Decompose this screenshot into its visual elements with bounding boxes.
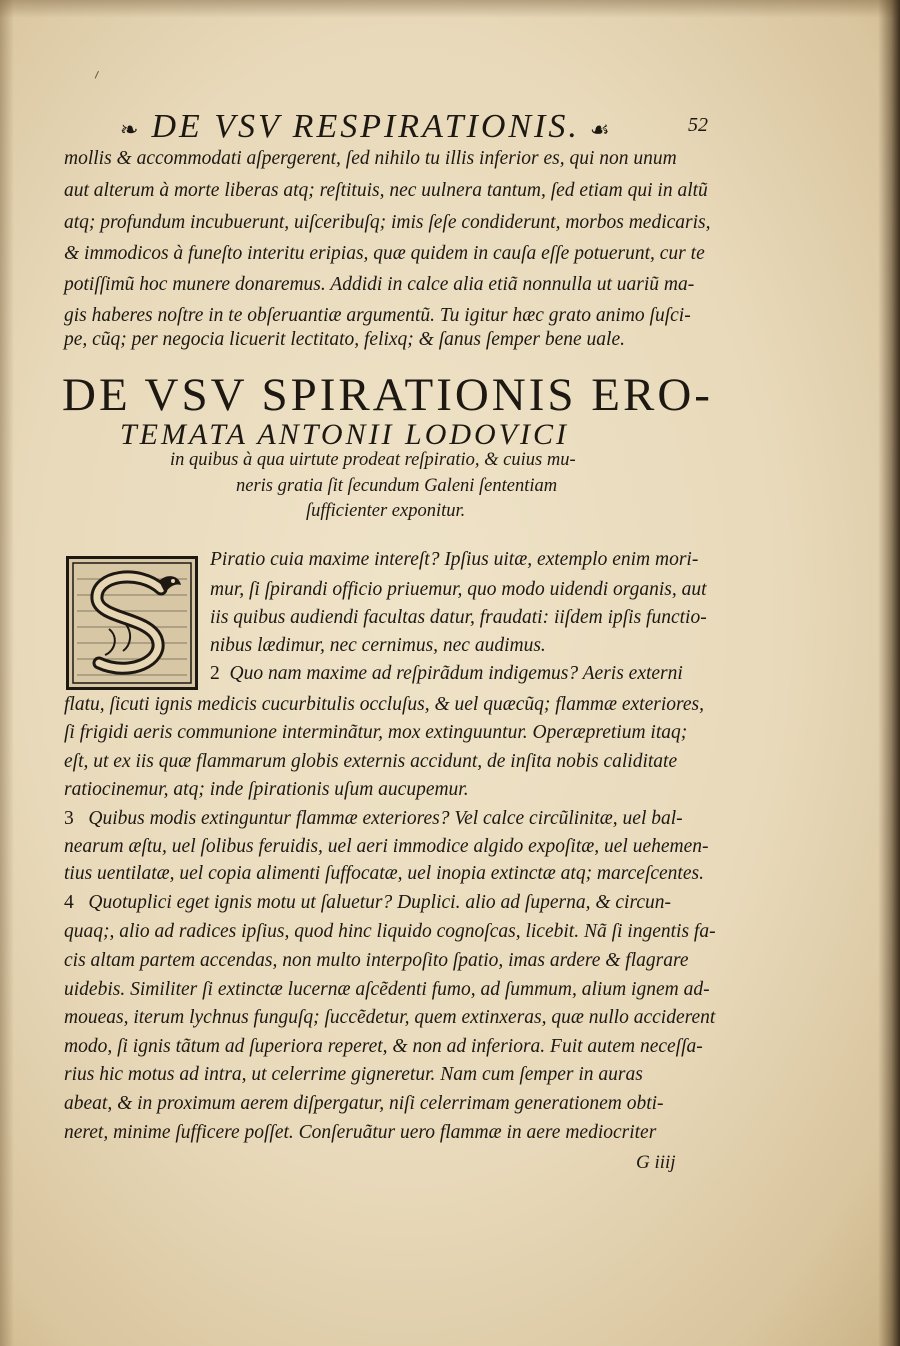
body-line: iis quibus audiendi facultas datur, fraudati: iiſdem ipſis functio- bbox=[210, 607, 707, 628]
body-line-text: Quotuplici eget ignis motu ut ſaluetur? Duplici. alio ad ſuperna, & circun- bbox=[88, 892, 671, 913]
body-line: flatu, ſicuti ignis medicis cucurbitulis occluſus, & uel quæcũq; flammæ exteriores, bbox=[64, 694, 704, 715]
binding-gutter bbox=[878, 0, 900, 1346]
question-number: 2 bbox=[210, 663, 220, 684]
body-line bbox=[64, 808, 683, 830]
page-edge-shadow bbox=[0, 0, 14, 1346]
body-line: rius hic motus ad intra, ut celerrime gigneretur. Nam cum ſemper in auras bbox=[64, 1064, 643, 1085]
question-number: 4 bbox=[64, 892, 74, 913]
running-head-text: DE VSV RESPIRATIONIS. bbox=[151, 108, 580, 145]
decorated-initial-S-icon bbox=[66, 556, 198, 690]
preface-line: gis haberes noſtre in te obſeruantiæ argumentũ. Tu igitur hæc grato animo ſuſci- bbox=[64, 305, 691, 326]
section-title-line-1: DE VSV SPIRATIONIS ERO- bbox=[62, 369, 713, 421]
body-line bbox=[64, 892, 671, 914]
decorated-initial-S-with-dragon-icon bbox=[69, 559, 195, 687]
preface-line: pe, cũq; per negocia licuerit lectitato, felixq; & ſanus ſemper bene uale. bbox=[64, 329, 626, 350]
page-edge-shadow bbox=[0, 0, 900, 18]
body-line: neret, minime ſufficere poſſet. Conſeruãtur uero flammæ in aere mediocriter bbox=[64, 1122, 657, 1143]
body-line: cis altam partem accendas, non multo interpoſito ſpatio, imas ardere & flagrare bbox=[64, 950, 689, 971]
body-line: uidebis. Similiter ſi extinctæ lucernæ aſcẽdenti fumo, ad ſummum, alium ignem ad- bbox=[64, 979, 710, 1000]
body-line: quaq;, alio ad radices ipſius, quod hinc liquido cognoſcas, licebit. Nã ſi ingentis fa- bbox=[64, 921, 716, 942]
section-subtitle-line: in quibus à qua uirtute prodeat reſpiratio, & cuius mu- bbox=[170, 450, 576, 470]
ornament-fleuron-left-icon: ❧ bbox=[120, 117, 142, 142]
section-subtitle-line: ſufficienter exponitur. bbox=[306, 501, 466, 521]
section-title-line-2: TEMATA ANTONII LODOVICI bbox=[120, 418, 570, 451]
question-number: 3 bbox=[64, 808, 74, 829]
body-line-text: Quo nam maxime ad reſpirãdum indigemus? Aeris externi bbox=[229, 663, 683, 684]
section-subtitle-line: neris gratia ſit ſecundum Galeni ſententiam bbox=[236, 476, 558, 496]
body-line: nibus lædimur, nec cernimus, nec audimus. bbox=[210, 635, 546, 656]
preface-line: aut alterum à morte liberas atq; reſtituis, nec uulnera tantum, ſed etiam qui in altũ bbox=[64, 180, 708, 201]
body-line: ſi frigidi aeris communione interminãtur, mox extinguuntur. Operæpretium itaq; bbox=[64, 722, 688, 743]
preface-line: atq; profundum incubuerunt, uiſceribuſq; imis ſeſe condiderunt, morbos medicaris, bbox=[64, 212, 711, 233]
body-line bbox=[210, 663, 683, 685]
body-line: eſt, ut ex iis quæ flammarum globis externis accidunt, de inſita nobis caliditate bbox=[64, 751, 678, 772]
body-line: abeat, & in proximum aerem diſpergatur, niſi celerrimam generationem obti- bbox=[64, 1093, 664, 1114]
body-line: modo, ſi ignis tãtum ad ſuperiora reperet, & non ad inferiora. Fuit autem neceſſa- bbox=[64, 1036, 703, 1057]
ornament-fleuron-right-icon: ☙ bbox=[589, 117, 613, 142]
signature-mark: G iiij bbox=[636, 1152, 676, 1173]
preface-line: & immodicos à funeſto interitu eripias, quæ quidem in cauſa eſſe potuerunt, cur te bbox=[64, 243, 705, 264]
folio-number: 52 bbox=[688, 114, 708, 136]
body-line: tius uentilatæ, uel copia alimenti ſuffocatæ, uel inopia extinctæ atq; marceſcentes. bbox=[64, 863, 704, 884]
preface-line: potiſſimũ hoc munere donaremus. Addidi in calce alia etiã nonnulla ut uariũ ma- bbox=[64, 274, 695, 295]
body-line: mur, ſi ſpirandi officio priuemur, quo modo uidendi organis, aut bbox=[210, 579, 707, 600]
body-line-text: Quibus modis extinguntur flammæ exteriores? Vel calce circũlinitæ, uel bal- bbox=[88, 808, 683, 829]
preface-line: mollis & accommodati aſpergerent, ſed nihilo tu illis inferior es, qui non unum bbox=[64, 148, 677, 169]
body-line: ratiocinemur, atq; inde ſpirationis uſum aucupemur. bbox=[64, 779, 469, 800]
body-line: nearum æſtu, uel ſolibus feruidis, uel aeri immodice algido expoſitæ, uel uehemen- bbox=[64, 836, 709, 857]
pencil-mark bbox=[95, 71, 105, 81]
running-head bbox=[110, 108, 730, 148]
body-line: Piratio cuia maxime intereſt? Ipſius uitæ, extemplo enim mori- bbox=[210, 549, 699, 570]
body-line: moueas, iterum lychnus funguſq; ſuccẽdetur, quem extinxeras, quæ nullo acciderent bbox=[64, 1007, 716, 1028]
